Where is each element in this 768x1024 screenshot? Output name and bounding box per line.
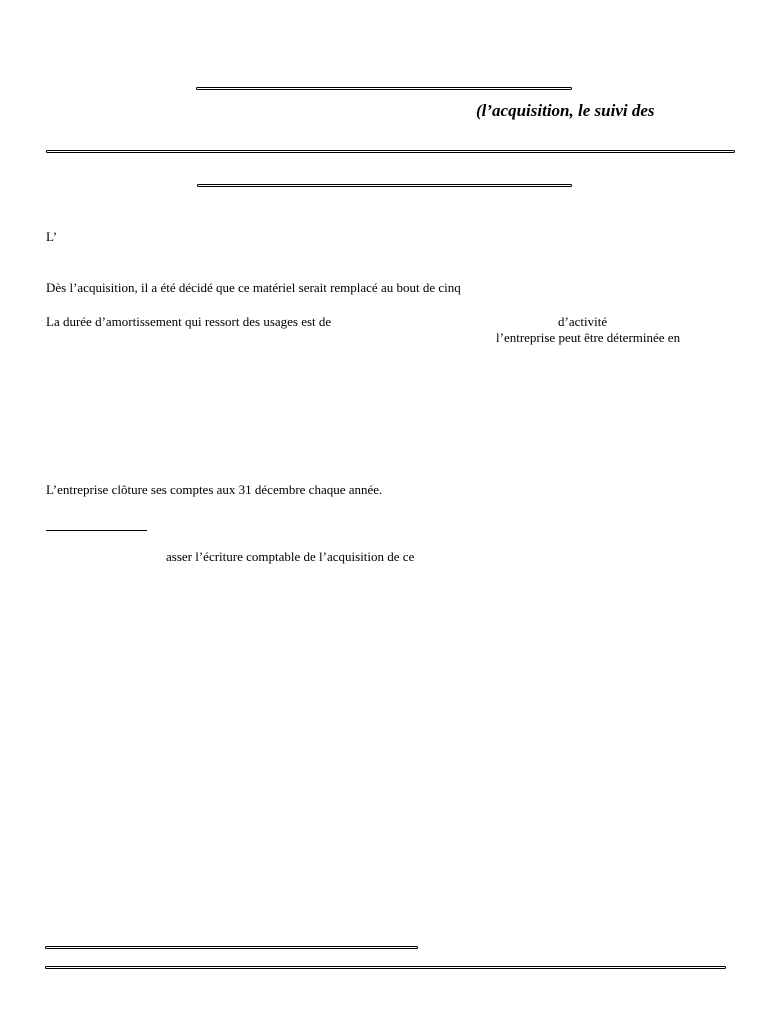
section-heading: (l’acquisition, le suivi des bbox=[476, 101, 655, 120]
section-underline bbox=[46, 530, 147, 531]
decorative-rule-bottom-wide bbox=[45, 966, 726, 969]
paragraph-1: L’ bbox=[46, 229, 58, 244]
decorative-rule-middle bbox=[197, 184, 572, 187]
paragraph-3-end: l’entreprise peut être déterminée en bbox=[496, 330, 681, 345]
paragraph-4: L’entreprise clôture ses comptes aux 31 décembre chaque année. bbox=[46, 482, 383, 497]
paragraph-3-start: La durée d’amortissement qui ressort des usages est de bbox=[46, 314, 332, 329]
decorative-rule-bottom-short bbox=[45, 946, 418, 949]
decorative-rule-wide bbox=[46, 150, 735, 153]
paragraph-3-middle: d’activité bbox=[558, 314, 608, 329]
decorative-rule-top bbox=[196, 87, 572, 90]
paragraph-5: asser l’écriture comptable de l’acquisition de ce bbox=[166, 549, 415, 564]
paragraph-2: Dès l’acquisition, il a été décidé que ce matériel serait remplacé au bout de cinq bbox=[46, 280, 461, 295]
